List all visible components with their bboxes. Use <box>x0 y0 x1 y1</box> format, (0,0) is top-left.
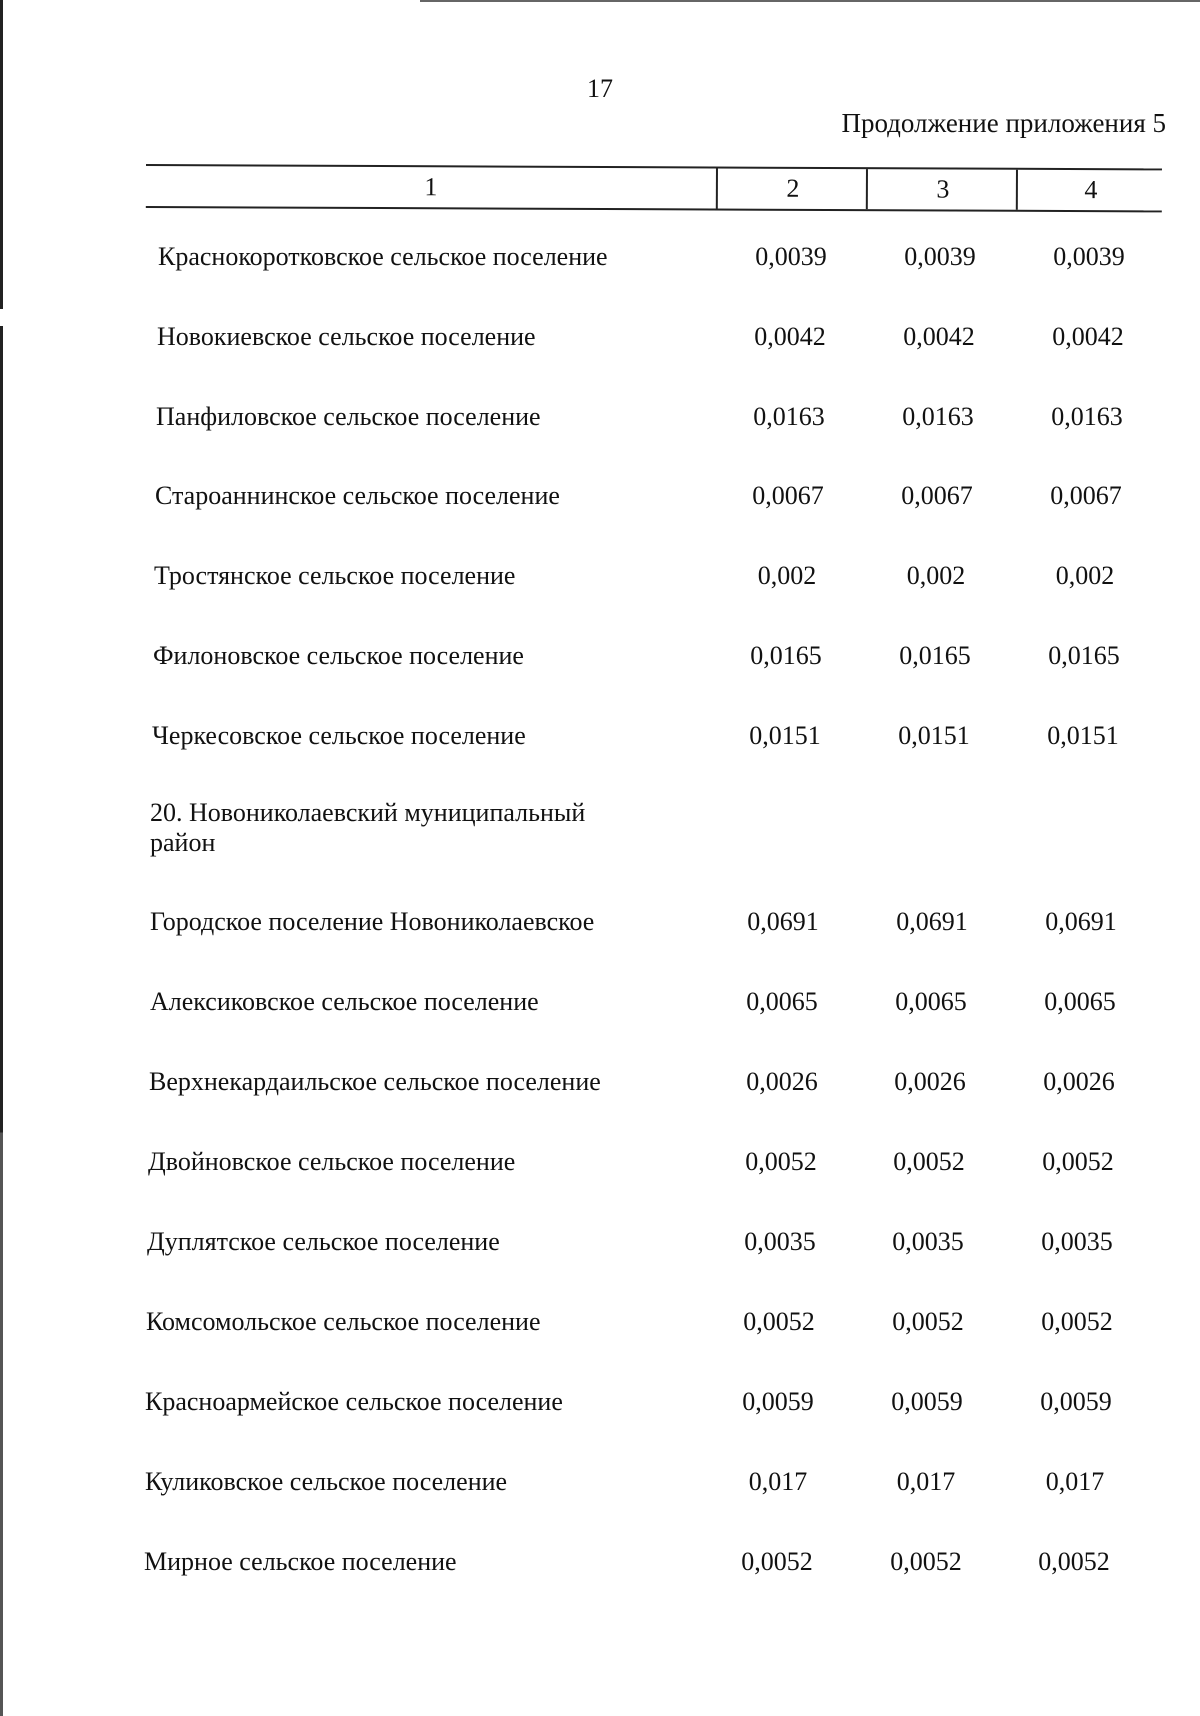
value-col-3: 0,0691 <box>896 907 968 936</box>
value-col-3: 0,0026 <box>894 1067 966 1096</box>
value-col-3: 0,0151 <box>898 721 970 750</box>
value-col-4: 0,0163 <box>1051 402 1123 431</box>
table-row <box>0 561 1200 601</box>
value-col-3: 0,0052 <box>893 1147 965 1176</box>
value-col-3: 0,0163 <box>902 402 974 431</box>
value-col-4: 0,0067 <box>1050 481 1122 510</box>
page-number: 17 <box>587 74 613 103</box>
value-col-3: 0,017 <box>896 1467 956 1496</box>
value-col-2: 0,0059 <box>742 1387 814 1416</box>
value-col-4: 0,0691 <box>1045 907 1117 936</box>
table-row <box>0 1387 1200 1427</box>
settlement-name: Красноармейское сельское поселение <box>145 1387 563 1416</box>
value-col-2: 0,0151 <box>749 721 821 750</box>
value-col-2: 0,0026 <box>746 1067 818 1096</box>
table-row <box>0 481 1200 521</box>
header-col-3: 3 <box>866 169 1018 210</box>
value-col-4: 0,0026 <box>1043 1067 1115 1096</box>
value-col-4: 0,0052 <box>1038 1547 1110 1576</box>
value-col-3: 0,0059 <box>891 1387 963 1416</box>
settlement-name: Мирное сельское поселение <box>144 1547 457 1576</box>
value-col-4: 0,0151 <box>1047 721 1119 750</box>
value-col-3: 0,0035 <box>892 1227 964 1256</box>
value-col-2: 0,0052 <box>741 1547 813 1576</box>
value-col-4: 0,0059 <box>1040 1387 1112 1416</box>
settlement-name: Верхнекардаильское сельское поселение <box>149 1067 601 1096</box>
value-col-4: 0,0039 <box>1053 242 1125 271</box>
continuation-label: Продолжение приложения 5 <box>841 108 1166 138</box>
value-col-2: 0,0165 <box>750 641 822 670</box>
settlement-name: Дуплятское сельское поселение <box>147 1227 500 1256</box>
value-col-3: 0,0042 <box>903 322 975 351</box>
settlement-name: Куликовское сельское поселение <box>145 1467 508 1496</box>
value-col-2: 0,002 <box>757 561 817 590</box>
table-row <box>0 322 1200 362</box>
settlement-name: Черкесовское сельское поселение <box>152 721 526 750</box>
value-col-2: 0,0065 <box>746 987 818 1016</box>
value-col-4: 0,0052 <box>1042 1147 1114 1176</box>
value-col-4: 0,0052 <box>1041 1307 1113 1336</box>
header-col-2: 2 <box>716 168 868 209</box>
value-col-4: 0,002 <box>1055 561 1115 590</box>
table-row <box>0 242 1200 282</box>
settlement-name: Староаннинское сельское поселение <box>155 481 560 510</box>
value-col-3: 0,0052 <box>890 1547 962 1576</box>
value-col-2: 0,0052 <box>745 1147 817 1176</box>
settlement-name: Краснокоротковское сельское поселение <box>158 242 608 271</box>
section-heading-line-1: 20. Новониколаевский муниципальный <box>150 798 586 827</box>
value-col-4: 0,0042 <box>1052 322 1124 351</box>
value-col-4: 0,017 <box>1045 1467 1105 1496</box>
value-col-4: 0,0065 <box>1044 987 1116 1016</box>
section-heading <box>150 798 670 858</box>
table-row <box>0 402 1200 442</box>
value-col-2: 0,0052 <box>743 1307 815 1336</box>
settlement-name: Панфиловское сельское поселение <box>156 402 541 431</box>
value-col-2: 0,0035 <box>744 1227 816 1256</box>
table-row <box>0 721 1200 761</box>
table-row <box>0 1547 1200 1587</box>
settlement-name: Тростянское сельское поселение <box>154 561 516 590</box>
settlement-name: Алексиковское сельское поселение <box>150 987 539 1016</box>
value-col-3: 0,002 <box>906 561 966 590</box>
value-col-3: 0,0052 <box>892 1307 964 1336</box>
settlement-name: Комсомольское сельское поселение <box>146 1307 541 1336</box>
value-col-2: 0,0042 <box>754 322 826 351</box>
header-col-4: 4 <box>1016 170 1164 211</box>
settlement-name: Двойновское сельское поселение <box>148 1147 516 1176</box>
table-row <box>0 907 1200 947</box>
value-col-3: 0,0067 <box>901 481 973 510</box>
table-row <box>0 1147 1200 1187</box>
value-col-2: 0,0039 <box>755 242 827 271</box>
table-row <box>0 987 1200 1027</box>
section-heading-line-2: район <box>150 828 216 857</box>
table-row <box>0 1227 1200 1267</box>
settlement-name: Городское поселение Новониколаевское <box>150 907 595 936</box>
settlement-name: Новокиевское сельское поселение <box>157 322 536 351</box>
table-row <box>0 1307 1200 1347</box>
value-col-2: 0,0163 <box>753 402 825 431</box>
settlement-name: Филоновское сельское поселение <box>153 641 524 670</box>
table-row <box>0 1467 1200 1507</box>
value-col-2: 0,0067 <box>752 481 824 510</box>
value-col-2: 0,017 <box>748 1467 808 1496</box>
value-col-3: 0,0065 <box>895 987 967 1016</box>
value-col-4: 0,0035 <box>1041 1227 1113 1256</box>
table-row <box>0 1067 1200 1107</box>
value-col-3: 0,0165 <box>899 641 971 670</box>
value-col-4: 0,0165 <box>1048 641 1120 670</box>
header-col-1: 1 <box>424 172 438 202</box>
value-col-2: 0,0691 <box>747 907 819 936</box>
table-row <box>0 641 1200 681</box>
value-col-3: 0,0039 <box>904 242 976 271</box>
